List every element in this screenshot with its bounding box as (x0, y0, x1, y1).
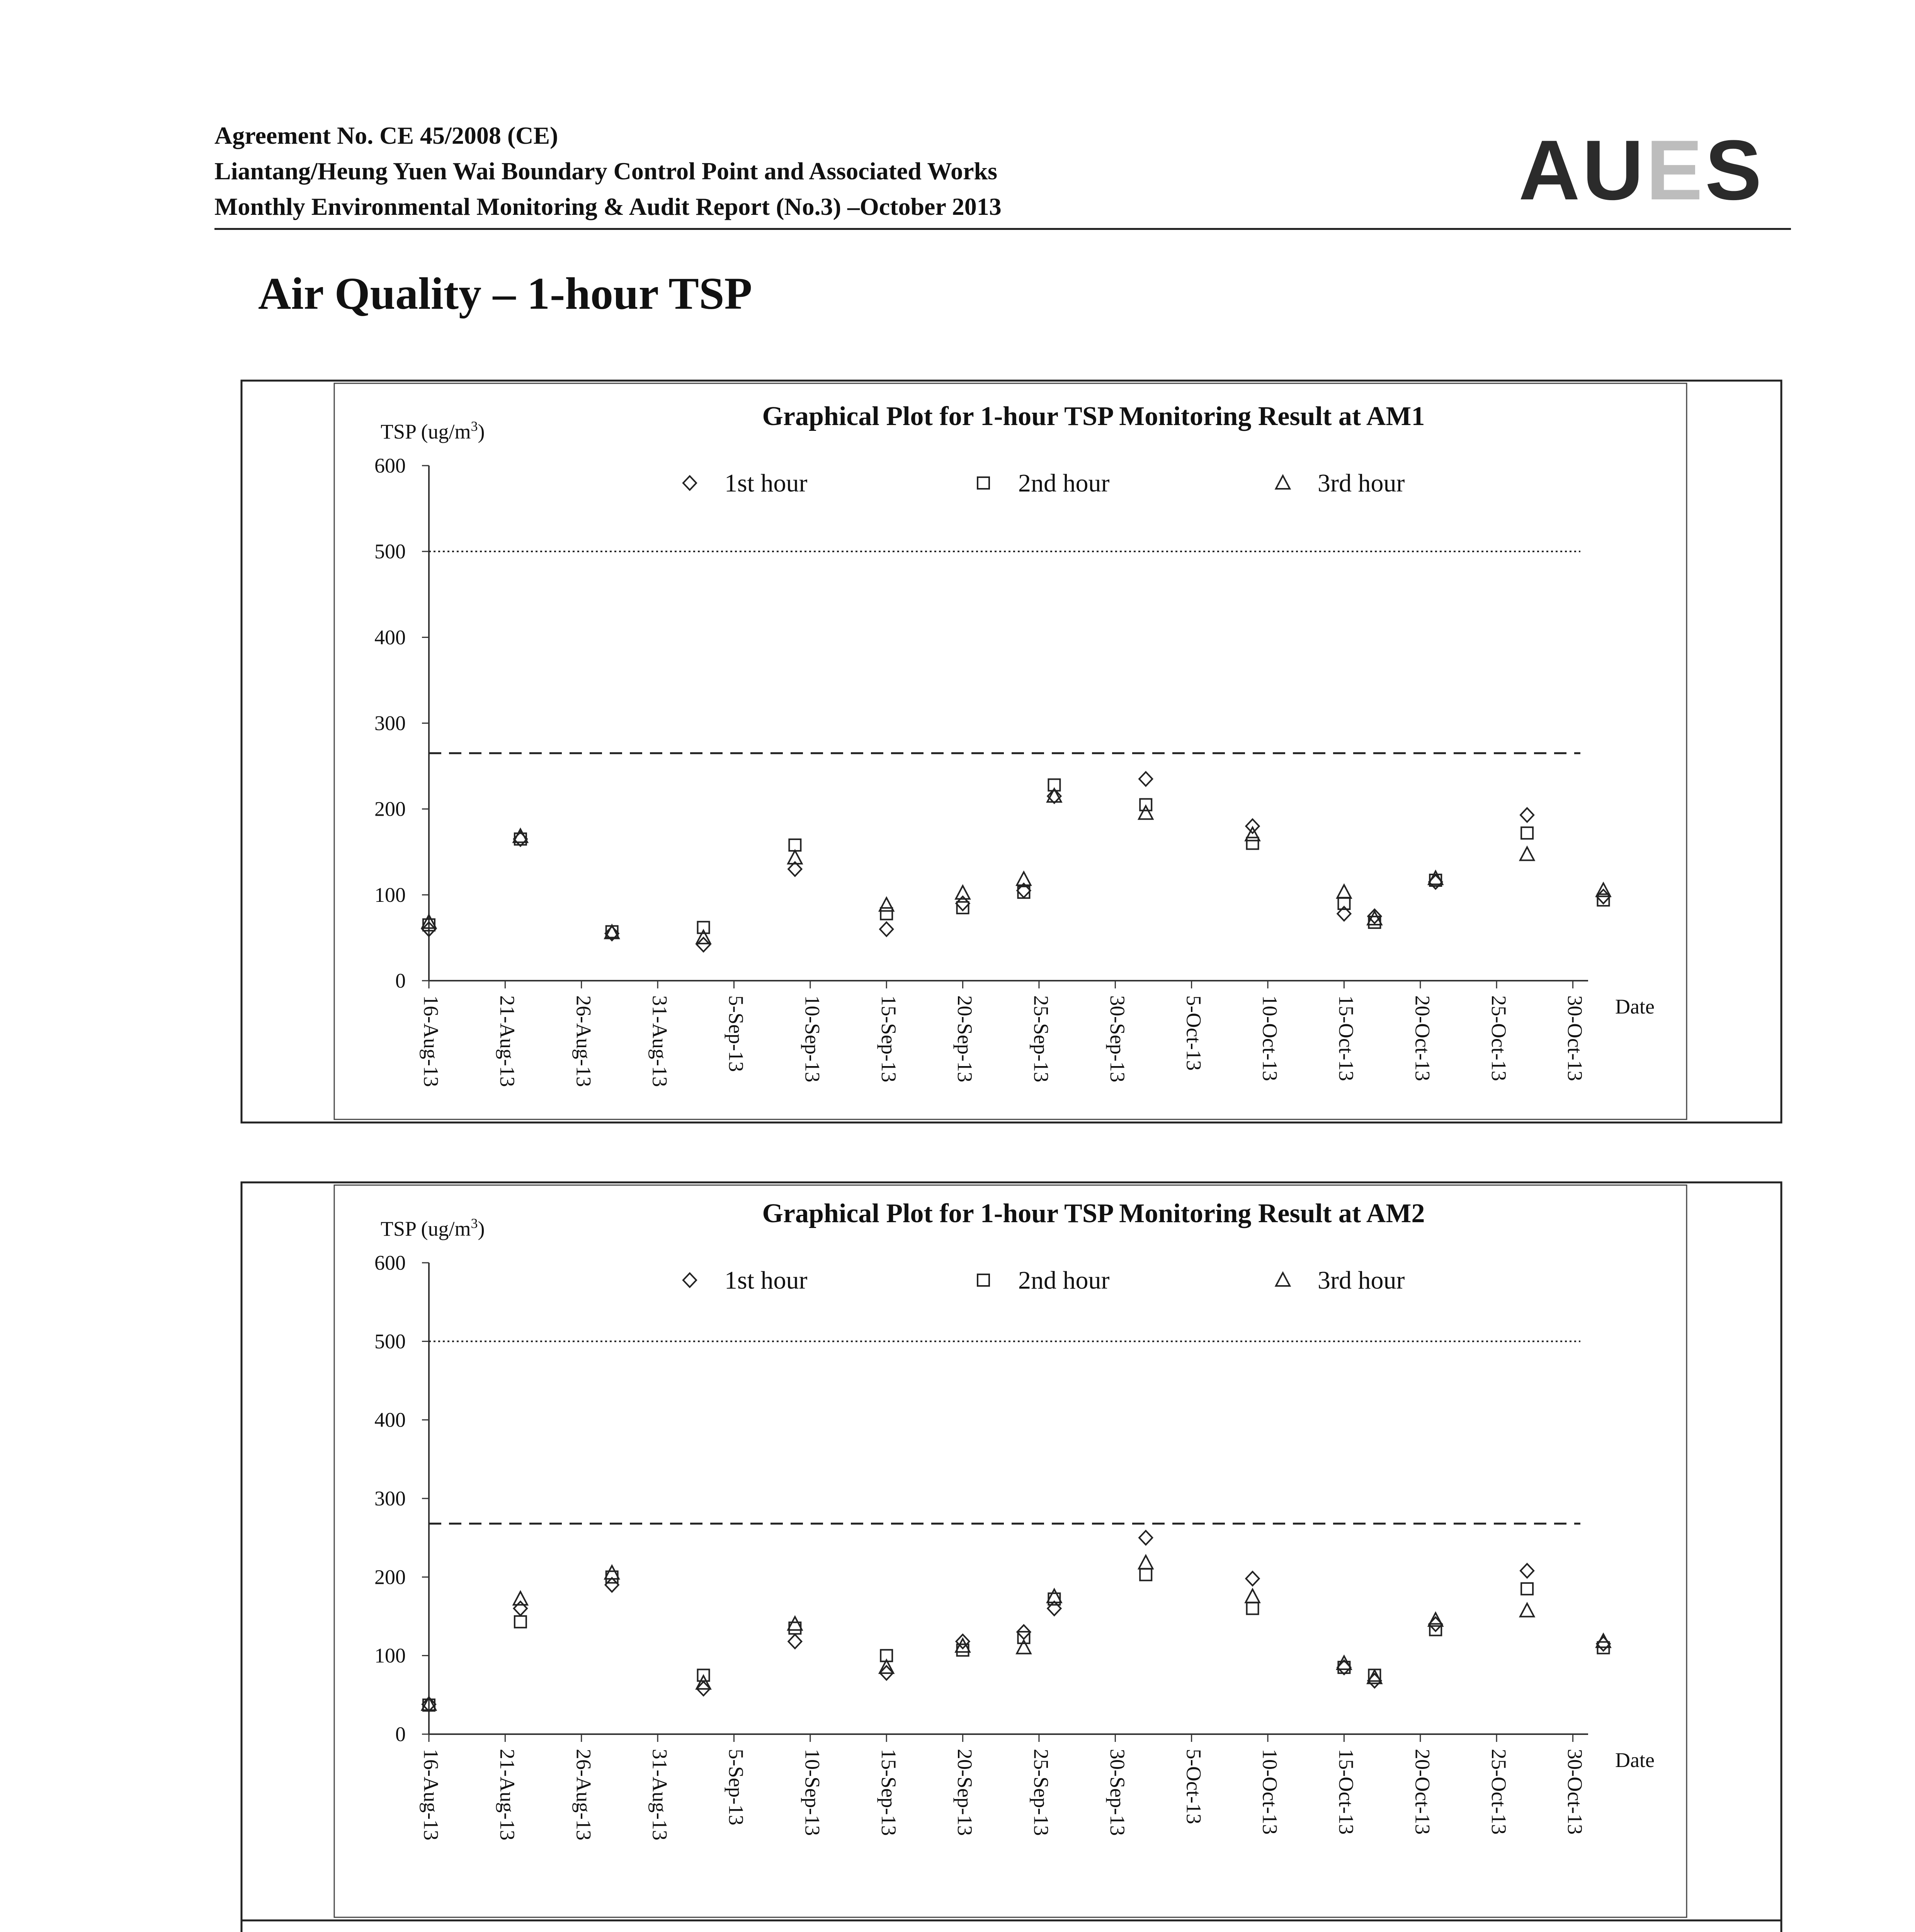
chart-title: Graphical Plot for 1-hour TSP Monitoring Result at AM2 (762, 1199, 1425, 1228)
project-name: Liantang/Heung Yuen Wai Boundary Control Point and Associated Works (214, 157, 997, 185)
x-tick-label: 31-Aug-13 (648, 995, 672, 1087)
data-point-square (1140, 1569, 1151, 1580)
legend-label: 3rd hour (1318, 469, 1405, 497)
aues-logo: AUES (1519, 122, 1764, 218)
x-tick-label: 16-Aug-13 (419, 995, 443, 1087)
x-tick-label: 30-Oct-13 (1563, 1749, 1587, 1835)
chart-frame-2 (242, 1182, 1781, 1932)
x-tick-label: 26-Aug-13 (572, 1749, 595, 1840)
data-point-triangle (956, 1639, 970, 1652)
data-point-diamond (880, 922, 893, 936)
x-tick-label: 26-Aug-13 (572, 995, 595, 1087)
data-point-square (1247, 1603, 1259, 1614)
y-tick-label: 600 (374, 1251, 406, 1274)
y-tick-label: 300 (374, 1487, 406, 1510)
y-axis-label: TSP $(ug/m^3)$ (381, 1216, 485, 1240)
y-tick-label: 100 (374, 883, 406, 906)
y-axis-label: TSP $(ug/m^3)$ (381, 418, 485, 443)
data-point-square (1247, 838, 1259, 849)
x-tick-label: 10-Sep-13 (801, 995, 824, 1082)
report-title: Monthly Environmental Monitoring & Audit Report (No.3) –October 2013 (214, 193, 1002, 220)
data-point-diamond (1337, 1660, 1350, 1674)
x-tick-label: 25-Sep-13 (1029, 995, 1053, 1082)
data-point-diamond (788, 1634, 801, 1648)
y-tick-label: 500 (374, 1330, 406, 1353)
data-point-diamond (605, 1578, 619, 1592)
x-axis-label: Date (1615, 1748, 1655, 1772)
x-tick-label: 25-Oct-13 (1487, 995, 1510, 1081)
data-point-diamond (514, 1602, 527, 1616)
x-tick-label: 31-Aug-13 (648, 1749, 672, 1840)
y-tick-label: 300 (374, 711, 406, 735)
x-tick-label: 10-Oct-13 (1258, 1749, 1282, 1835)
data-point-square (515, 833, 526, 845)
x-tick-label: 10-Oct-13 (1258, 995, 1282, 1081)
data-point-triangle (1520, 1604, 1534, 1617)
data-point-triangle (1139, 1556, 1153, 1569)
data-point-triangle (1337, 1656, 1351, 1669)
legend-label: 2nd hour (1018, 469, 1110, 497)
x-axis-label: Date (1615, 995, 1655, 1018)
y-tick-label: 400 (374, 626, 406, 649)
x-tick-label: 20-Oct-13 (1411, 1749, 1434, 1835)
y-tick-label: 100 (374, 1644, 406, 1667)
data-point-triangle (1139, 806, 1153, 819)
data-point-triangle (1017, 1640, 1031, 1653)
data-point-triangle (1520, 847, 1534, 860)
x-tick-label: 15-Sep-13 (877, 995, 900, 1082)
agreement-number: Agreement No. CE 45/2008 (CE) (214, 122, 558, 149)
data-point-square (1521, 827, 1533, 839)
x-tick-label: 30-Sep-13 (1105, 995, 1129, 1082)
x-tick-label: 15-Oct-13 (1335, 1749, 1358, 1835)
x-tick-label: 5-Sep-13 (725, 1749, 748, 1825)
x-tick-label: 5-Oct-13 (1182, 1749, 1206, 1824)
data-point-triangle (788, 1617, 802, 1630)
data-point-triangle (879, 898, 893, 911)
x-tick-label: 20-Sep-13 (953, 995, 977, 1082)
x-tick-label: 21-Aug-13 (495, 995, 519, 1087)
data-point-square (1521, 1583, 1533, 1595)
y-tick-label: 0 (395, 969, 406, 992)
data-point-diamond (1246, 1571, 1259, 1585)
data-point-diamond (1520, 808, 1534, 822)
x-tick-label: 5-Sep-13 (725, 995, 748, 1072)
legend-triangle-icon (1276, 1273, 1290, 1286)
y-tick-label: 500 (374, 540, 406, 563)
data-point-square (515, 1616, 526, 1628)
x-tick-label: 30-Oct-13 (1563, 995, 1587, 1081)
legend-square-icon (978, 477, 989, 489)
y-tick-label: 200 (374, 1565, 406, 1589)
legend-square-icon (978, 1274, 989, 1286)
legend-triangle-icon (1276, 476, 1290, 489)
y-tick-label: 200 (374, 797, 406, 821)
x-tick-label: 20-Sep-13 (953, 1749, 977, 1836)
chart-am1 (374, 401, 1655, 1087)
x-tick-label: 15-Oct-13 (1335, 995, 1358, 1081)
data-point-diamond (1139, 1531, 1152, 1545)
chart-title: Graphical Plot for 1-hour TSP Monitoring Result at AM1 (762, 401, 1425, 431)
x-tick-label: 15-Sep-13 (877, 1749, 900, 1836)
data-point-triangle (514, 1592, 527, 1605)
legend-label: 1st hour (725, 469, 808, 497)
data-point-triangle (1429, 871, 1442, 884)
data-point-square (957, 902, 969, 913)
chart-panel-2 (334, 1185, 1687, 1917)
legend-diamond-icon (683, 476, 696, 490)
legend-label: 1st hour (725, 1266, 808, 1294)
x-tick-label: 30-Sep-13 (1105, 1749, 1129, 1836)
legend-label: 3rd hour (1318, 1266, 1405, 1294)
x-tick-label: 5-Oct-13 (1182, 995, 1206, 1071)
y-tick-label: 600 (374, 454, 406, 477)
data-point-diamond (1048, 1602, 1061, 1616)
data-point-diamond (1139, 772, 1152, 786)
data-point-triangle (1337, 885, 1351, 898)
chart-am2 (374, 1199, 1655, 1840)
x-tick-label: 25-Sep-13 (1029, 1749, 1053, 1836)
chart-frame-1 (242, 381, 1781, 1122)
x-tick-label: 25-Oct-13 (1487, 1749, 1510, 1835)
data-point-triangle (1246, 1589, 1260, 1602)
legend-label: 2nd hour (1018, 1266, 1110, 1294)
x-tick-label: 10-Sep-13 (801, 1749, 824, 1836)
y-tick-label: 400 (374, 1408, 406, 1432)
data-point-diamond (1429, 875, 1442, 889)
page-title: Air Quality – 1-hour TSP (258, 268, 752, 319)
legend-diamond-icon (683, 1273, 696, 1287)
x-tick-label: 20-Oct-13 (1411, 995, 1434, 1081)
data-point-diamond (1520, 1564, 1534, 1578)
data-point-square (881, 908, 892, 920)
chart-panel-1 (334, 383, 1687, 1119)
x-tick-label: 16-Aug-13 (419, 1749, 443, 1840)
y-tick-label: 0 (395, 1723, 406, 1746)
x-tick-label: 21-Aug-13 (495, 1749, 519, 1840)
